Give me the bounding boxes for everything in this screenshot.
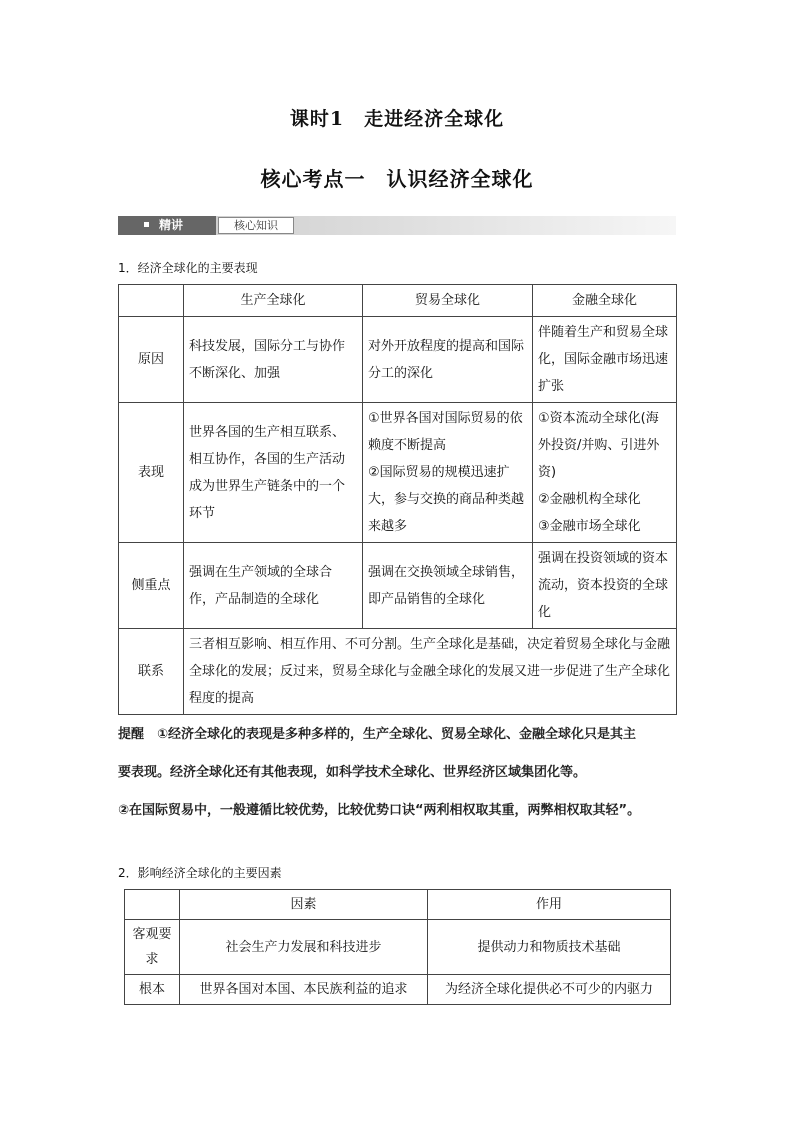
factors-table (124, 889, 671, 1005)
banner-label (118, 216, 216, 235)
table-cell: 强调在交换领域全球销售，即产品销售的全球化 (363, 543, 533, 629)
table-row (119, 403, 677, 543)
tip-line: 要表现。经济全球化还有其他表现，如科学技术全球化、世界经济区域集团化等。 (118, 765, 587, 780)
table-row (119, 629, 677, 715)
table-cell (533, 403, 677, 543)
row-header: 联系 (119, 629, 184, 715)
column-header: 作用 (428, 890, 671, 920)
table-cell: 世界各国的生产相互联系、相互协作，各国的生产活动成为世界生产链条中的一个环节 (184, 403, 363, 543)
table-row (119, 317, 677, 403)
table-header-row (125, 890, 671, 920)
table-header-row (119, 285, 677, 317)
list-item: ①资本流动全球化(海外投资/并购、引进外资) (538, 411, 660, 480)
row-header: 客观要求 (125, 920, 180, 975)
tip-line: ②在国际贸易中，一般遵循比较优势，比较优势口诀“两利相权取其重，两弊相权取其轻”。 (118, 803, 641, 818)
lesson-title: 课时1 走进经济全球化 (289, 108, 505, 130)
tip-line: 提醒 ①经济全球化的表现是多种多样的，生产全球化、贸易全球化、金融全球化只是其主 (118, 727, 637, 742)
tip-block (118, 718, 678, 828)
list-item: ②国际贸易的规模迅速扩大，参与交换的商品种类越来越多 (368, 465, 525, 534)
table-row (125, 975, 671, 1005)
table-cell (363, 403, 533, 543)
table-cell: 为经济全球化提供必不可少的内驱力 (428, 975, 671, 1005)
row-header: 侧重点 (119, 543, 184, 629)
row-header: 表现 (119, 403, 184, 543)
table-cell: 世界各国对本国、本民族利益的追求 (180, 975, 428, 1005)
globalization-table (118, 284, 677, 715)
column-header: 金融全球化 (533, 285, 677, 317)
table-corner (119, 285, 184, 317)
table-cell: 科技发展，国际分工与协作不断深化、加强 (184, 317, 363, 403)
table-cell: 强调在生产领域的全球合作，产品制造的全球化 (184, 543, 363, 629)
banner-label-text: 精讲 (159, 218, 184, 232)
list-item: ②金融机构全球化 (538, 492, 641, 507)
table-cell: 提供动力和物质技术基础 (428, 920, 671, 975)
section2-heading: 2．影响经济全球化的主要因素 (118, 866, 282, 880)
list-item: ③金融市场全球化 (538, 519, 641, 534)
banner-tab: 核心知识 (218, 217, 294, 234)
section-title: 核心考点一 认识经济全球化 (260, 167, 534, 191)
column-header: 贸易全球化 (363, 285, 533, 317)
section1-heading: 1．经济全球化的主要表现 (118, 261, 258, 275)
table-cell: 伴随着生产和贸易全球化，国际金融市场迅速扩张 (533, 317, 677, 403)
table-cell: 强调在投资领域的资本流动，资本投资的全球化 (533, 543, 677, 629)
table-cell: 对外开放程度的提高和国际分工的深化 (363, 317, 533, 403)
table-cell-merged: 三者相互影响、相互作用、不可分割。生产全球化是基础，决定着贸易全球化与金融全球化的发展；反过来，贸易全球化与金融全球化的发展又进一步促进了生产全球化程度的提高 (184, 629, 677, 715)
table-row (119, 543, 677, 629)
table-corner (125, 890, 180, 920)
row-header: 根本 (125, 975, 180, 1005)
row-header: 原因 (119, 317, 184, 403)
square-bullet-icon (144, 222, 149, 227)
column-header: 生产全球化 (184, 285, 363, 317)
table-row (125, 920, 671, 975)
section-banner (118, 216, 676, 235)
table-cell: 社会生产力发展和科技进步 (180, 920, 428, 975)
column-header: 因素 (180, 890, 428, 920)
list-item: ①世界各国对国际贸易的依赖度不断提高 (368, 411, 523, 453)
